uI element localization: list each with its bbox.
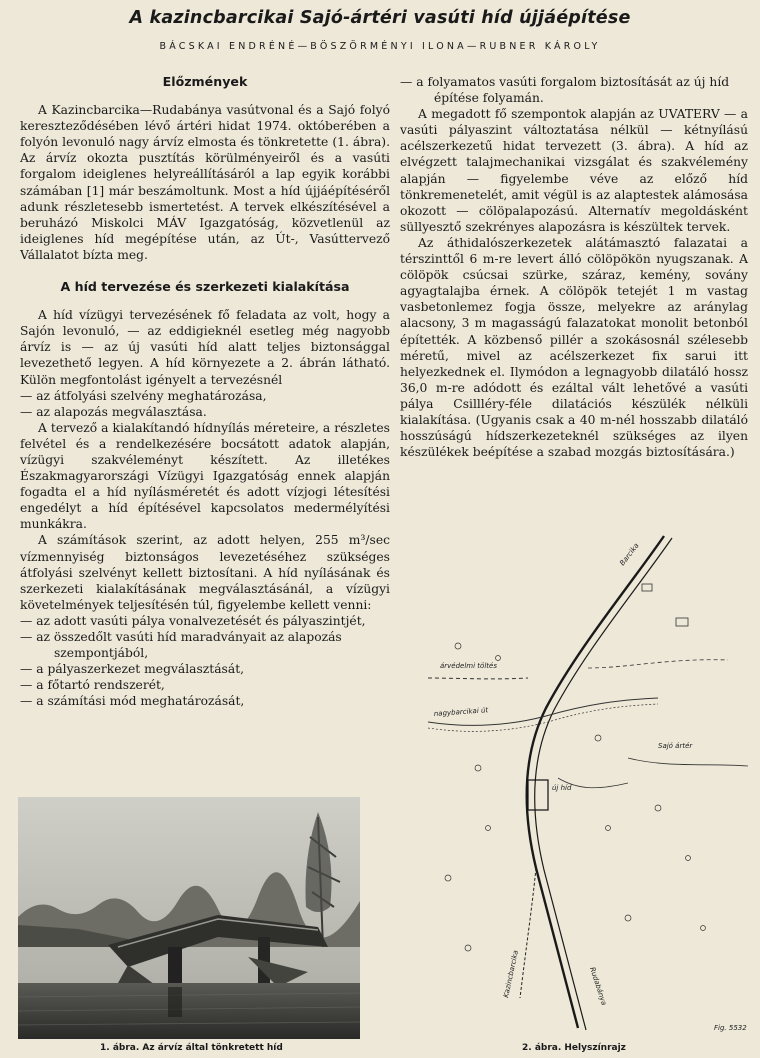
list-item: — az összedőlt vasúti híd maradványait az alapozás szempontjából, — [20, 630, 342, 661]
paragraph-calc: A számítások szerint, az adott helyen, 255 m³/sec vízmennyiség biztonságos levezetéséhez szükséges átfolyási szelvényt kellett biztosítani. A híd nyílásának és szerkezeti kialakításának megválasztásánál, a vízügyi követelmények teljesítésén túl, figyelembe kellett venni: — [20, 533, 390, 612]
section-heading-elozmenyek: Előzmények — [162, 74, 248, 89]
list-item: — a számítási mód meghatározását, — [20, 694, 245, 709]
paragraph-design: A híd vízügyi tervezésének fő feladata az volt, hogy a Sajón levonuló, — az eddigieknél esetleg még nagyobb árvíz is — az új vasúti híd alatt teljes biztonsággal levezethető legyen. A híd környezete a 2. ábrán látható. Külön megfontolást igényelt a tervezésnél — [20, 308, 390, 387]
figure-2-caption: 2. ábra. Helyszínrajz — [522, 1043, 626, 1053]
map-label-track-barcika: Barcika — [618, 541, 641, 568]
list-item: — az átfolyási szelvény meghatározása, — [20, 388, 267, 403]
list-item: — a főtartó rendszerét, — [20, 678, 165, 693]
paragraph-uvaterv: A megadott fő szempontok alapján az UVATERV — a vasúti pályaszint változtatása nélkül — kétnyílású acélszerkezetű hidat tervezett (3. ábra). A híd az elvégzett talajmechanikai vizsgálat és szakvélemény alapján — figyelembe véve az előző híd tönkremenetelét, amit végül is az alaptestek alámosása okozott — cölöpalapozású. Alternatív megoldásként süllyesztő szekrényes alapozásra is készültek tervek. — [400, 107, 748, 234]
map-label-dam: árvédelmi töltés — [440, 662, 497, 670]
map-label-bridge: új híd — [552, 784, 572, 792]
paragraph-foundation: Az áthidalószerkezetek alátámasztó falazatai a térszinttől 6 m-re levert álló cölöpökön nyugszanak. A cölöpök csúcsai szürke, száraz, kemény, sovány agyagtalajba érnek. A cölöpök tetejét 1 m vastag vasbetonlemez fogja össze, melyekre az aránylag alacsony, 3 m magasságú falazatokat monolit betonból építették. A közbenső pillér a szokásosnál szélesebb méretű, mivel az acélszerkezet fix sarui itt helyezkednek el. Ilymódon a legnagyobb dilatáló hossz 36,0 m-re adódott és ezáltal vált lehetővé a vasúti pálya Csillléry-féle dilatációs készülék nélküli kialakítása. (Ugyanis csak a 40 m-nél hosszabb dilatáló hosszúságú hídszerkezeteknél szükséges az ilyen készülékek beépítése a szabad mozgás biztosítására.) — [400, 235, 748, 460]
right-column — [400, 74, 748, 460]
list-item: — az alapozás megválasztása. — [20, 404, 207, 419]
paragraph-hydro: A tervező a kialakítandó hídnyílás méreteire, a részletes felvétel és a rendelkezésére bocsátott adatok alapján, vízügyi szakvéleményt készített. Az illetékes Északmagyarországi Vízügyi Igazgatóság ennek alapján fogadta el a híd nyílásméretét és adott vízjogi létesítési engedélyt a híd építésével kapcsolatos medermélyítési munkákra. — [20, 420, 390, 532]
paragraph-intro: A Kazincbarcika—Rudabánya vasútvonal és a Sajó folyó kereszteződésében lévő ártéri hidat 1974. októberében a folyón levonuló nagy árvíz elmosta és tönkretette (1. ábra). Az árvíz okozta pusztítás körülményeiről és a vasúti forgalom ideiglenes helyreállításáról a lap egyik korábbi számában [1] már beszámoltunk. Most a híd újjáépítéséről adunk részletesebb ismertetést. A tervek elkészítésével a beruházó Miskolci MÁV Igazgatóság, közvetlenül az ideiglenes híd megépítése után, az Út-, Vasúttervező Vállalatot bízta meg. — [20, 103, 390, 262]
map-label-river: Sajó ártér — [658, 742, 693, 750]
left-column — [20, 74, 390, 709]
figure-2-site-plan — [428, 528, 748, 1036]
list-item: — a pályaszerkezet megválasztását, — [20, 662, 245, 677]
list-item: — az adott vasúti pálya vonalvezetését és pályaszintjét, — [20, 613, 366, 628]
list-item: — a folyamatos vasúti forgalom biztosítását az új híd építése folyamán. — [400, 75, 730, 106]
map-label-track-rudabanya: Rudabánya — [588, 966, 608, 1007]
map-label-road: nagybarcikai út — [433, 706, 489, 718]
map-label-figno: Fig. 5532 — [714, 1024, 747, 1032]
article-authors: BÁCSKAI ENDRÉNÉ—BÖSZÖRMÉNYI ILONA—RUBNER KÁROLY — [159, 41, 601, 52]
figure-1-photo — [18, 797, 360, 1039]
figure-1-caption: 1. ábra. Az árvíz által tönkretett híd — [100, 1043, 283, 1053]
article-title: A kazincbarcikai Sajó-ártéri vasúti híd újjáépítése — [129, 8, 631, 28]
map-label-track-kazincbarcika: Kazincbarcika — [502, 949, 520, 999]
section-heading-design: A híd tervezése és szerkezeti kialakítása — [60, 279, 350, 295]
